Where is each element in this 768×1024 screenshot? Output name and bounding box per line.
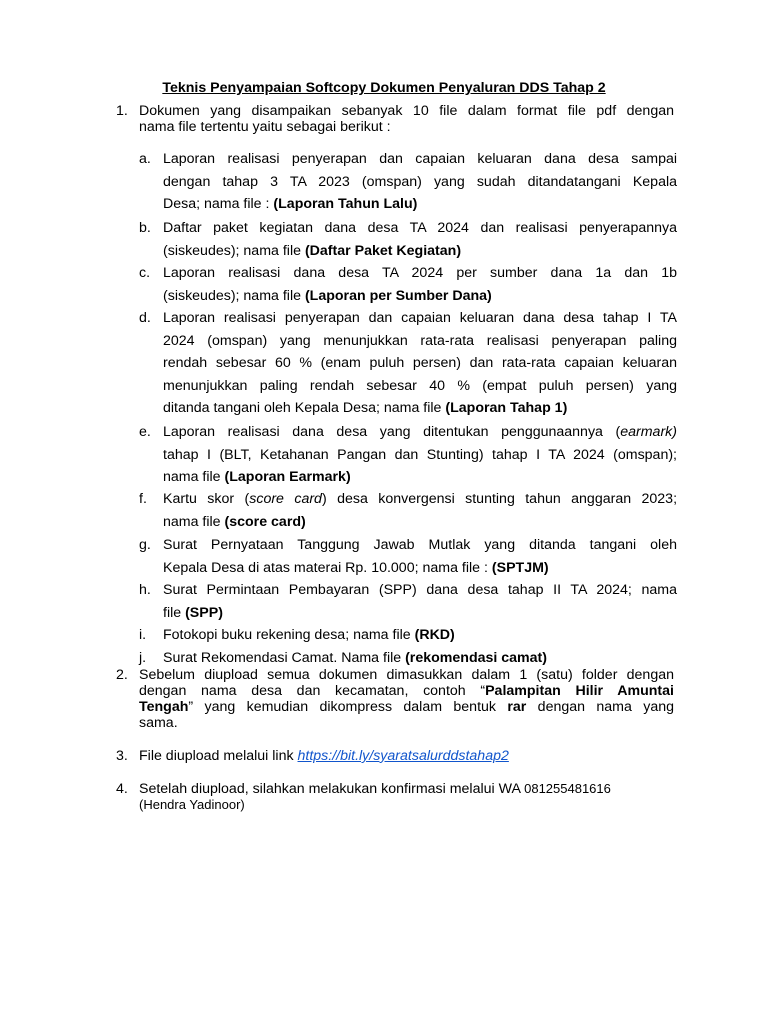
subitem-e-line-1 — [163, 421, 677, 444]
subitem-letter-a: a. — [139, 151, 151, 167]
item-1-line-1: Dokumen yang disampaikan sebanyak 10 file dalam format file pdf dengan — [139, 103, 674, 119]
subitem-g — [163, 534, 677, 579]
subitem-a-line-1: Laporan realisasi penyerapan dan capaian keluaran dana desa sampai — [163, 151, 677, 167]
subitem-a — [163, 148, 677, 216]
subitem-a-text: Desa; nama file : — [163, 196, 274, 212]
subitem-b-line-2 — [163, 240, 677, 263]
item-number-3: 3. — [116, 748, 128, 764]
subitem-i-line-1 — [163, 624, 677, 647]
subitem-e-earmark: earmark) — [620, 424, 677, 440]
subitem-f-filename: (score card) — [224, 513, 306, 530]
subitem-d-line-2: 2024 (omspan) yang menunjukkan rata-rata realisasi penyerapan paling — [163, 332, 677, 349]
item-4-text — [139, 781, 674, 813]
subitem-d-line-1: Laporan realisasi penyerapan dan capaian keluaran dana desa tahap I TA — [163, 310, 677, 326]
subitem-d-line-4: menunjukkan paling rendah sebesar 40 % (empat puluh persen) yang — [163, 377, 677, 394]
item-1-text — [139, 103, 674, 135]
subitem-h — [163, 579, 677, 624]
subitem-f — [163, 488, 677, 533]
item-2-line-1: Sebelum diupload semua dokumen dimasukkan dalam 1 (satu) folder dengan — [139, 667, 674, 683]
subitem-e-line-2: tahap I (BLT, Ketahanan Pangan dan Stunting) tahap I TA 2024 (omspan); — [163, 446, 677, 463]
subitem-letter-f: f. — [139, 491, 147, 507]
item-number-2: 2. — [116, 667, 128, 683]
item-2-text — [139, 667, 674, 731]
subitem-d — [163, 307, 677, 420]
subitem-a-line-3 — [163, 193, 677, 216]
item-2-text-a: dengan nama desa dan kecamatan, contoh “ — [139, 683, 486, 699]
item-1-line-2: nama file tertentu yaitu sebagai berikut : — [139, 119, 391, 135]
subitem-letter-b: b. — [139, 220, 151, 236]
subitem-a-line-2: dengan tahap 3 TA 2023 (omspan) yang sudah ditandatangani Kepala — [163, 173, 677, 190]
item-3-label: File diupload melalui link — [139, 748, 298, 764]
subitem-b-line-1: Daftar paket kegiatan dana desa TA 2024 dan realisasi penyerapannya — [163, 220, 677, 236]
subitem-letter-d: d. — [139, 310, 151, 326]
item-4-label: Setelah diupload, silahkan melakukan konfirmasi melalui WA — [139, 781, 525, 797]
subitem-g-filename: (SPTJM) — [491, 559, 549, 576]
subitem-letter-e: e. — [139, 424, 151, 440]
subitem-e — [163, 421, 677, 489]
subitem-f-line-1 — [163, 488, 677, 511]
subitem-f-text-3: nama file — [163, 513, 225, 530]
subitem-g-text: Kepala Desa di atas materai Rp. 10.000; nama file : — [163, 559, 492, 576]
document-title: Teknis Penyampaian Softcopy Dokumen Penyaluran DDS Tahap 2 — [162, 80, 606, 96]
item-number-4: 4. — [116, 781, 128, 797]
subitem-f-text-2: ) desa konvergensi stunting tahun anggaran 2023; — [321, 491, 678, 507]
subitem-letter-c: c. — [139, 265, 151, 281]
subitem-letter-j: j. — [139, 650, 147, 666]
subitem-g-line-1: Surat Pernyataan Tanggung Jawab Mutlak yang ditanda tangani oleh — [163, 537, 677, 553]
item-2-example-name: Palampitan Hilir Amuntai — [485, 683, 674, 699]
subitem-d-line-3: rendah sebesar 60 % (enam puluh persen) dan rata-rata capaian keluaran — [163, 355, 677, 371]
subitem-b — [163, 217, 677, 262]
subitem-letter-i: i. — [139, 627, 147, 643]
subitem-i-text: Fotokopi buku rekening desa; nama file — [163, 627, 415, 643]
item-3-text — [139, 748, 674, 764]
item-2-line-4: sama. — [139, 715, 178, 731]
subitem-h-line-2 — [163, 602, 677, 625]
subitem-d-text: ditanda tangani oleh Kepala Desa; nama file — [163, 400, 446, 416]
subitem-letter-h: h. — [139, 582, 151, 598]
item-2-line-2 — [139, 683, 674, 699]
subitem-h-line-1: Surat Permintaan Pembayaran (SPP) dana desa tahap II TA 2024; nama — [163, 582, 677, 598]
item-4-line-1 — [139, 781, 674, 797]
subitem-d-line-5 — [163, 397, 677, 420]
item-2-example-name-end: Tengah — [139, 699, 189, 715]
subitem-a-filename: (Laporan Tahun Lalu) — [273, 196, 418, 212]
subitem-g-line-2 — [163, 557, 677, 580]
subitem-f-text-1: Kartu skor ( — [163, 491, 250, 507]
subitem-e-line-3 — [163, 466, 677, 489]
item-2-line-3 — [139, 699, 674, 715]
subitem-i-filename: (RKD) — [414, 627, 455, 643]
subitem-f-line-2 — [163, 511, 677, 534]
item-2-text-c: dengan nama yang — [526, 699, 674, 715]
subitem-c-line-1: Laporan realisasi dana desa TA 2024 per sumber dana 1a dan 1b — [163, 265, 677, 281]
contact-name: (Hendra Yadinoor) — [139, 797, 245, 812]
subitem-h-text: file — [163, 604, 186, 621]
item-number-1: 1. — [116, 103, 128, 119]
subitem-h-filename: (SPP) — [185, 604, 223, 621]
subitem-e-text-3: nama file — [163, 469, 225, 485]
subitem-c — [163, 262, 677, 307]
subitem-b-filename: (Daftar Paket Kegiatan) — [304, 242, 462, 259]
contact-phone: 081255481616 — [524, 781, 611, 796]
subitem-b-text: (siskeudes); nama file — [163, 242, 305, 259]
subitem-f-scorecard: score card — [249, 491, 322, 507]
subitem-j-filename: (rekomendasi camat) — [405, 650, 548, 666]
item-2-format: rar — [507, 699, 527, 715]
subitem-d-filename: (Laporan Tahap 1) — [445, 400, 568, 416]
subitem-e-text-1: Laporan realisasi dana desa yang ditentukan penggunaannya ( — [163, 424, 621, 440]
subitem-e-filename: (Laporan Earmark) — [224, 469, 351, 485]
subitem-c-line-2 — [163, 285, 677, 308]
upload-link[interactable]: https://bit.ly/syaratsalurddstahap2 — [297, 748, 509, 764]
subitem-i — [163, 624, 677, 647]
subitem-j-text: Surat Rekomendasi Camat. Nama file — [163, 650, 406, 666]
subitem-letter-g: g. — [139, 537, 151, 553]
subitem-c-filename: (Laporan per Sumber Dana) — [304, 287, 492, 304]
subitem-c-text: (siskeudes); nama file — [163, 287, 305, 304]
item-2-text-b: ” yang kemudian dikompress dalam bentuk — [188, 699, 508, 715]
